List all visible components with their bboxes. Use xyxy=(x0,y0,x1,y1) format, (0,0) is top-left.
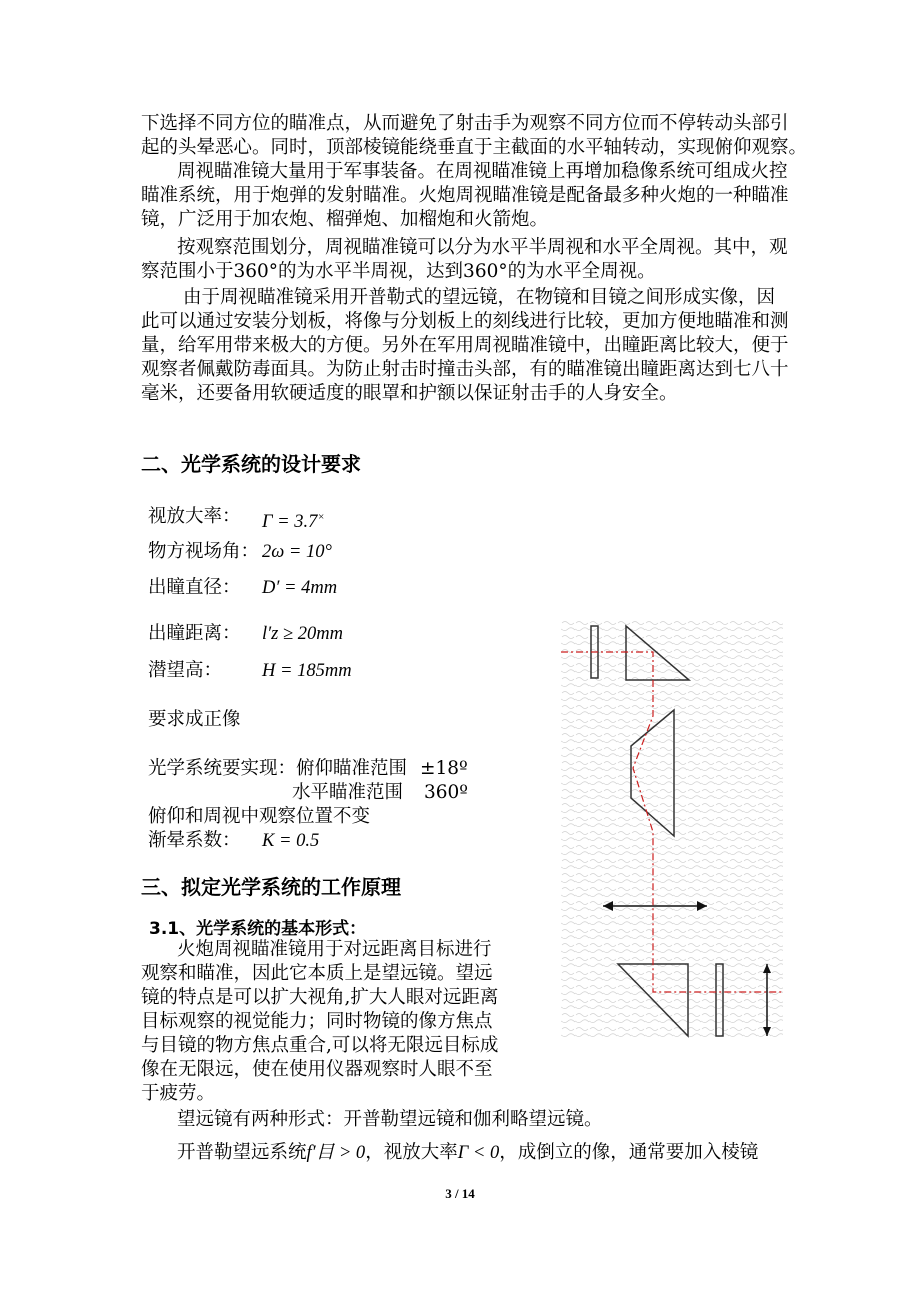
periscope-optical-diagram xyxy=(561,620,783,1040)
body-text-line: 开普勒望远系统f′目 > 0，视放大率Γ < 0，成倒立的像，通常要加入棱镜 xyxy=(177,1142,759,1163)
body-text-line: 镜，广泛用于加农炮、榴弹炮、加榴炮和火箭炮。 xyxy=(141,209,549,230)
spec-label: 渐晕系数： xyxy=(148,830,241,851)
spec-value: ±18º xyxy=(420,758,468,779)
body-text-line: 与目镜的物方焦点重合,可以将无限远目标成 xyxy=(141,1035,499,1056)
spec-label: 光学系统要实现：俯仰瞄准范围 xyxy=(148,758,408,779)
spec-label: 视放大率： xyxy=(148,506,241,527)
body-text-line: 毫米，还要备用软硬适度的眼罩和护额以保证射击手的人身安全。 xyxy=(141,383,678,404)
body-text-line: 瞄准系统，用于炮弹的发射瞄准。火炮周视瞄准镜是配备最多种火炮的一种瞄准 xyxy=(141,185,789,206)
spec-value: 2ω = 10° xyxy=(262,542,332,562)
body-text-line: 目标观察的视觉能力；同时物镜的像方焦点 xyxy=(141,1011,493,1032)
spec-value: Γ = 3.7× xyxy=(262,511,325,533)
body-text-line: 于疲劳。 xyxy=(141,1083,216,1104)
body-text-line: 像在无限远，使在使用仪器观察时人眼不至 xyxy=(141,1059,493,1080)
spec-label: 水平瞄准范围 xyxy=(292,782,404,803)
body-text-line: 观察和瞄准，因此它本质上是望远镜。望远 xyxy=(141,963,493,984)
body-text-line: 由于周视瞄准镜采用开普勒式的望远镜，在物镜和目镜之间形成实像，因 xyxy=(183,287,776,308)
spec-note: 要求成正像 xyxy=(148,709,241,730)
spec-label: 出瞳距离： xyxy=(148,623,241,644)
spec-note: 俯仰和周视中观察位置不变 xyxy=(148,806,371,827)
spec-value: K = 0.5 xyxy=(262,831,320,851)
body-text-line: 量，给军用带来极大的方便。另外在军用周视瞄准镜中，出瞳距离比较大，便于 xyxy=(141,335,789,356)
subsection-heading: 3.1、光学系统的基本形式： xyxy=(149,919,367,939)
spec-value: D′ = 4mm xyxy=(262,578,338,598)
body-text-line: 按观察范围划分，周视瞄准镜可以分为水平半周视和水平全周视。其中，观 xyxy=(177,237,788,258)
body-text-line: 观察者佩戴防毒面具。为防止射击时撞击头部，有的瞄准镜出瞳距离达到七八十 xyxy=(141,359,789,380)
spec-label: 出瞳直径： xyxy=(148,577,241,598)
spec-value: 360º xyxy=(424,782,469,803)
page-number: 3 / 14 xyxy=(445,1186,475,1201)
spec-label: 物方视场角： xyxy=(148,541,260,562)
body-text-line: 周视瞄准镜大量用于军事装备。在周视瞄准镜上再增加稳像系统可组成火控 xyxy=(177,161,788,182)
section-heading: 三、拟定光学系统的工作原理 xyxy=(141,875,401,899)
body-text-line: 火炮周视瞄准镜用于对远距离目标进行 xyxy=(177,939,492,960)
body-text-line: 起的头晕恶心。同时，顶部棱镜能绕垂直于主截面的水平轴转动，实现俯仰观察。 xyxy=(141,137,808,158)
spec-value: l′z ≥ 20mm xyxy=(262,624,344,644)
spec-label: 潜望高： xyxy=(148,660,223,681)
body-text-line: 镜的特点是可以扩大视角,扩大人眼对远距离 xyxy=(141,987,499,1008)
body-text-line: 察范围小于360°的为水平半周视，达到360°的为水平全周视。 xyxy=(141,261,656,282)
body-text-line: 望远镜有两种形式：开普勒望远镜和伽利略望远镜。 xyxy=(177,1109,603,1130)
body-text-line: 下选择不同方位的瞄准点，从而避免了射击手为观察不同方位而不停转动头部引 xyxy=(141,113,789,134)
diagram-background xyxy=(561,620,783,1040)
spec-value: H = 185mm xyxy=(262,661,352,681)
body-text-line: 此可以通过安装分划板，将像与分划板上的刻线进行比较，更加方便地瞄准和测 xyxy=(141,311,789,332)
section-heading: 二、光学系统的设计要求 xyxy=(141,452,361,476)
